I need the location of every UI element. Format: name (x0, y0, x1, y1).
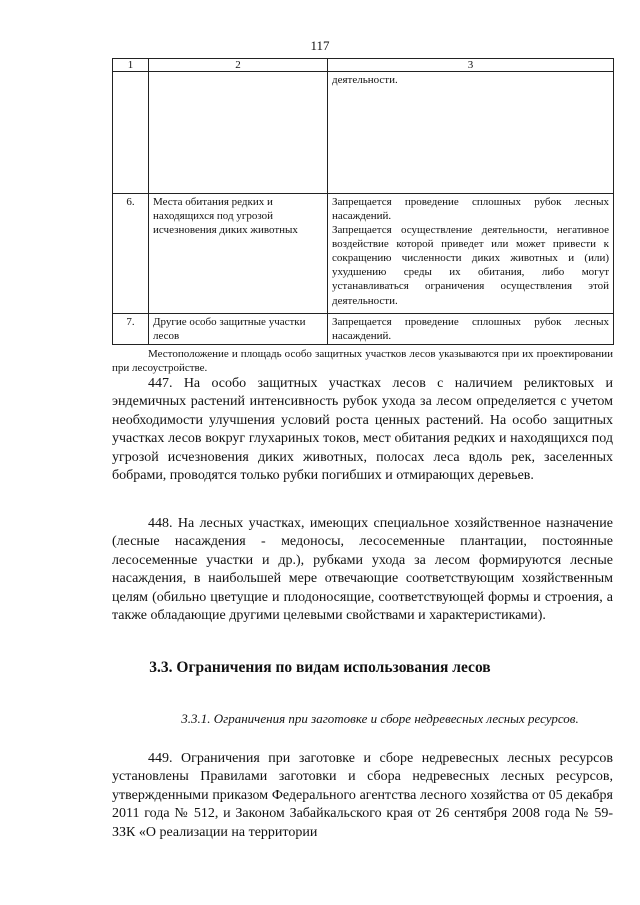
restrictions-table (112, 58, 614, 345)
paragraph-449: 449. Ограничения при заготовке и сборе недревесных лесных ресурсов установлены Правилами заготовки и сбора недревесных лесных ресурсов, утвержденными приказом Федерального агентства лесного хозяйства от 05 декабря 2011 года № 512, и Законом Забайкальского края от 26 сентября 2008 года № 59-ЗЗК «О реализации на территории (112, 751, 613, 840)
restriction-text: Запрещается проведение сплошных рубок лесных насаждений. (332, 316, 609, 343)
table-row (113, 194, 614, 314)
table-header-cell: 1 (113, 59, 149, 72)
table-row (113, 72, 614, 194)
restriction-text: Запрещается проведение сплошных рубок лесных насаждений. (332, 196, 609, 223)
section-heading: 3.3. Ограничения по видам использования лесов (149, 659, 491, 676)
subsection-heading: 3.3.1. Ограничения при заготовке и сборе недревесных лесных ресурсов. (181, 711, 579, 726)
restriction-text: деятельности. (332, 74, 398, 86)
table-note: Местоположение и площадь особо защитных участков лесов указываются при их проектировании при лесоустройстве. (112, 348, 613, 374)
row-number-cell (113, 72, 149, 194)
table-header-row (113, 59, 614, 72)
row-number-cell: 7. (113, 314, 149, 345)
paragraph-448: 448. На лесных участках, имеющих специальное хозяйственное назначение (лесные насаждения - медоносы, лесосеменные плантации, постоянные лесосеменные участки и др.), рубками ухода за лесом формируются лесные насаждения, в наибольшей мере отвечающие соответствующим хозяйственным целям (обильно цветущие и плодоносящие, соответствующей формы и строения, а также обладающие другими целевыми свойствами и характеристиками). (112, 516, 613, 624)
restriction-text: Запрещается осуществление деятельности, негативное воздействие которой приведет или может привести к сокращению численности диких животных и (или) ухудшению среды их обитания, либо могут устанавливаться ограничения осуществления этой деятельности. (332, 224, 609, 307)
row-name-cell: Места обитания редких и находящихся под угрозой исчезновения диких животных (149, 194, 328, 314)
row-name-cell (149, 72, 328, 194)
row-restriction-cell (328, 72, 614, 194)
row-name-cell: Другие особо защитные участки лесов (149, 314, 328, 345)
paragraph-447: 447. На особо защитных участках лесов с наличием реликтовых и эндемичных растений интенсивность рубок ухода за лесом определяется с учетом необходимости улучшения условий роста ценных растений. На особо защитных участках лесов вокруг глухариных токов, мест обитания редких и находящихся под угрозой исчезновения диких животных, полосах леса вдоль рек, заселенных бобрами, проводятся только рубки погибших и отмирающих деревьев. (112, 376, 613, 484)
table-header-cell: 2 (149, 59, 328, 72)
table-row (113, 314, 614, 345)
page-number: 117 (310, 38, 330, 53)
row-number-cell: 6. (113, 194, 149, 314)
row-restriction-cell (328, 314, 614, 345)
row-restriction-cell (328, 194, 614, 314)
table-header-cell: 3 (328, 59, 614, 72)
